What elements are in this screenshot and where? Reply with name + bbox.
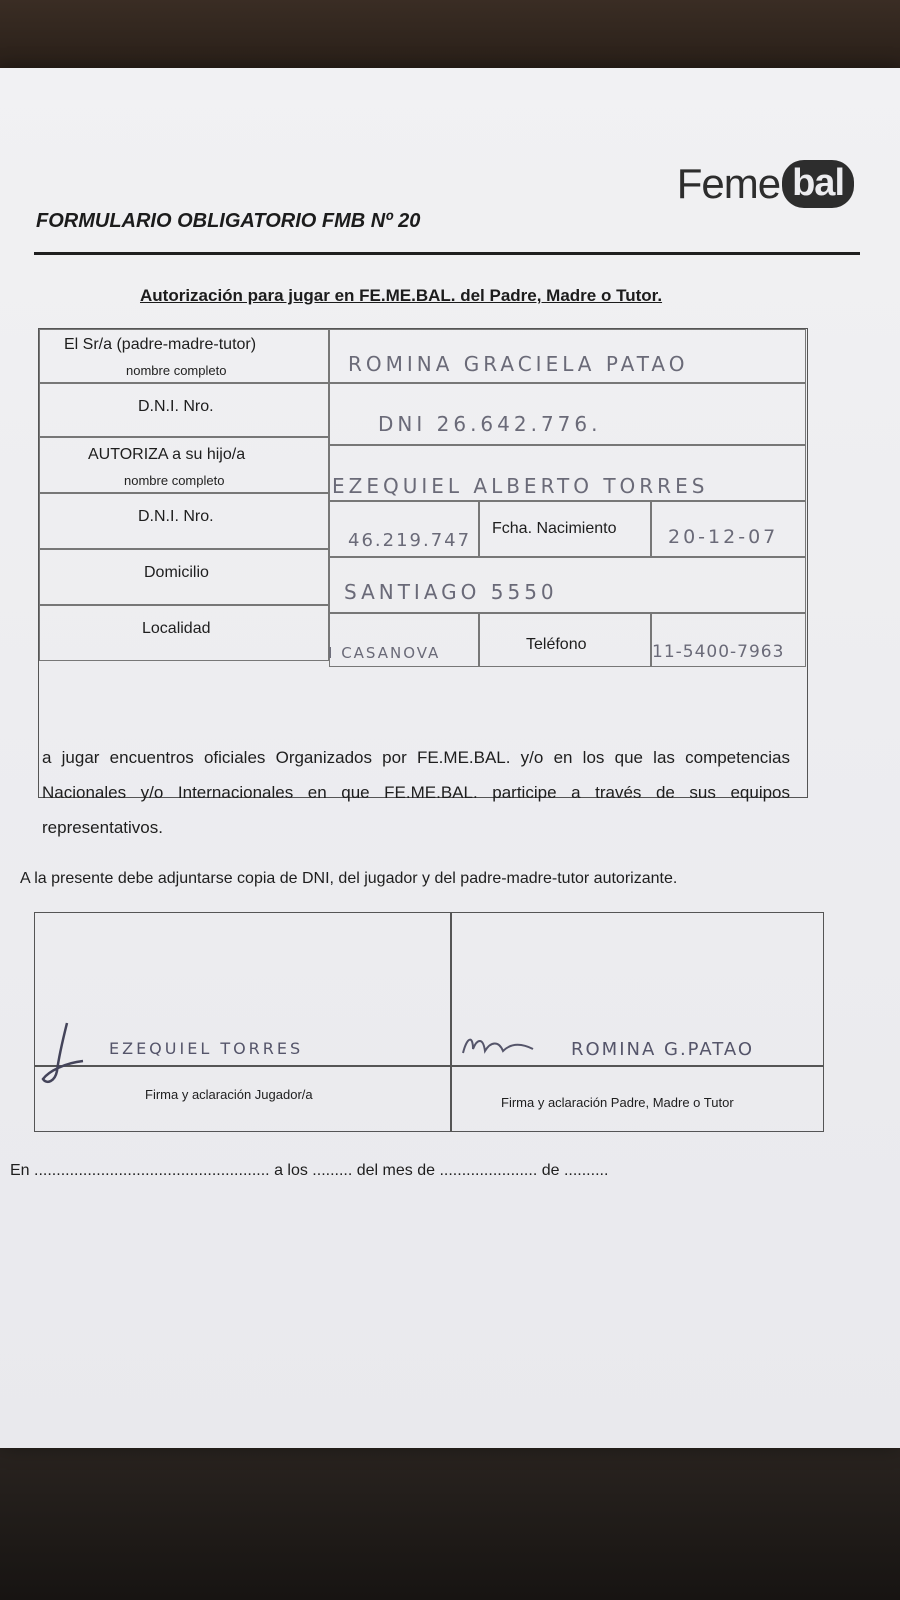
phone-field[interactable] bbox=[651, 613, 806, 667]
address-field[interactable] bbox=[329, 557, 806, 613]
child-label-cell bbox=[39, 437, 329, 493]
tutor-signature-label: Firma y aclaración Padre, Madre o Tutor bbox=[501, 1095, 734, 1110]
city-label: Localidad bbox=[142, 620, 211, 637]
child-name-field[interactable] bbox=[329, 445, 806, 501]
birth-label-cell bbox=[479, 501, 651, 557]
tutor-dni-label: D.N.I. Nro. bbox=[138, 398, 214, 415]
attachment-note: A la presente debe adjuntarse copia de DNI, del jugador y del padre-madre-tutor autorizante. bbox=[20, 870, 678, 887]
form-title: FORMULARIO OBLIGATORIO FMB Nº 20 bbox=[36, 210, 421, 232]
background-bottom bbox=[0, 1430, 900, 1600]
player-signature-name: EZEQUIEL TORRES bbox=[109, 1039, 304, 1058]
tutor-name-value: ROMINA GRACIELA PATAO bbox=[348, 352, 689, 376]
tutor-label-cell bbox=[39, 329, 329, 383]
child-dni-field[interactable] bbox=[329, 501, 479, 557]
birth-label: Fcha. Nacimiento bbox=[492, 520, 617, 537]
birth-date-field[interactable] bbox=[651, 501, 806, 557]
player-signature-scribble bbox=[39, 1019, 89, 1089]
child-dni-label: D.N.I. Nro. bbox=[138, 508, 214, 525]
tutor-sublabel: nombre completo bbox=[126, 363, 227, 378]
city-label-cell bbox=[39, 605, 329, 661]
title-divider bbox=[34, 252, 860, 255]
logo-text: Feme bbox=[676, 160, 781, 207]
tutor-signature-scribble bbox=[459, 1029, 539, 1063]
tutor-dni-field[interactable] bbox=[329, 383, 806, 445]
city-value: I CASANOVA bbox=[328, 644, 441, 662]
child-label: AUTORIZA a su hijo/a bbox=[88, 446, 246, 463]
tutor-dni-label-cell bbox=[39, 383, 329, 437]
address-value: SANTIAGO 5550 bbox=[344, 580, 558, 604]
date-place-line: En ..................................................... a los ......... del mes de ...................... de .......... bbox=[10, 1162, 609, 1179]
signature-divider bbox=[450, 913, 452, 1131]
tutor-label: El Sr/a (padre-madre-tutor) bbox=[64, 336, 257, 353]
tutor-name-field[interactable] bbox=[329, 329, 806, 383]
child-dni-label-cell bbox=[39, 493, 329, 549]
authorization-table bbox=[38, 328, 808, 798]
logo-mark: bal bbox=[782, 160, 854, 208]
phone-label: Teléfono bbox=[526, 636, 587, 653]
child-name-value: EZEQUIEL ALBERTO TORRES bbox=[332, 474, 709, 498]
form-subtitle: Autorización para jugar en FE.ME.BAL. del Padre, Madre o Tutor. bbox=[140, 286, 663, 305]
address-label: Domicilio bbox=[144, 564, 209, 581]
city-field[interactable] bbox=[329, 613, 479, 667]
tutor-dni-value: DNI 26.642.776. bbox=[378, 412, 602, 436]
authorization-paragraph: a jugar encuentros oficiales Organizados por FE.ME.BAL. y/o en los que las competencias Nacionales y/o Internacionales en que FE.ME.BAL. participe a través de sus equipos representativos. bbox=[42, 748, 790, 837]
address-label-cell bbox=[39, 549, 329, 605]
femebal-logo bbox=[677, 160, 854, 208]
phone-label-cell bbox=[479, 613, 651, 667]
tutor-signature-name: ROMINA G.PATAO bbox=[571, 1039, 755, 1060]
birth-date-value: 20-12-07 bbox=[668, 526, 779, 548]
player-signature-label: Firma y aclaración Jugador/a bbox=[145, 1087, 313, 1102]
signature-baseline bbox=[35, 1065, 823, 1067]
child-dni-value: 46.219.747 bbox=[348, 530, 472, 551]
child-sublabel: nombre completo bbox=[124, 473, 225, 488]
signature-box bbox=[34, 912, 824, 1132]
phone-value: 11-5400-7963 bbox=[652, 642, 785, 662]
